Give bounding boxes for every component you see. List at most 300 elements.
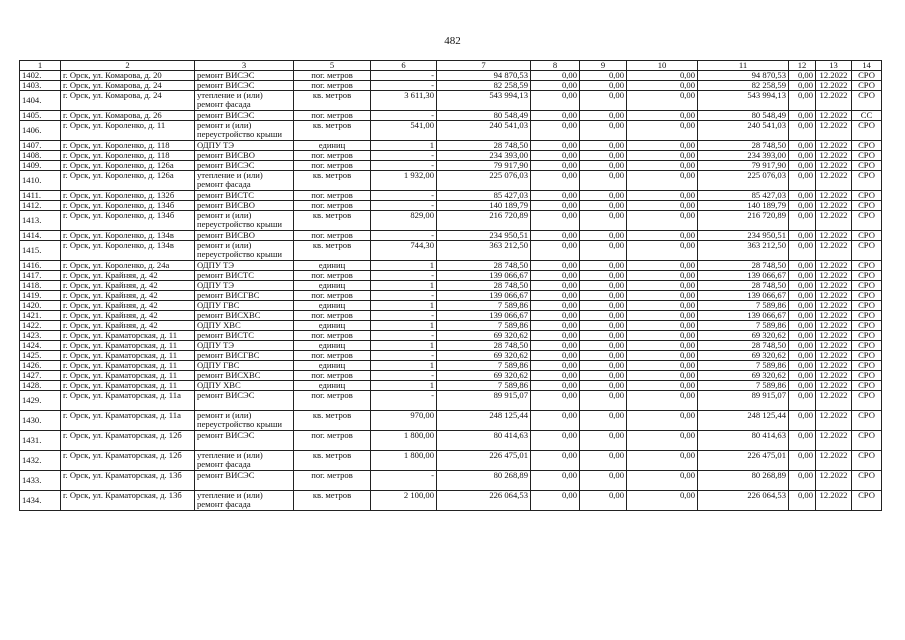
work-type-cell: ремонт ВИСТС (195, 331, 294, 341)
work-type-cell: ремонт и (или) переустройство крыши (195, 411, 294, 431)
address-cell: г. Орск, ул. Краматорская, д. 11 (61, 371, 195, 381)
quantity-cell: 1 (371, 361, 437, 371)
funding-cell: СРО (852, 281, 882, 291)
period-cell: 12.2022 (816, 211, 852, 231)
col11-cell: 82 258,59 (698, 81, 789, 91)
period-cell: 12.2022 (816, 151, 852, 161)
funding-cell: СРО (852, 341, 882, 351)
work-type-cell: ремонт ВИСВО (195, 151, 294, 161)
row-number-cell: 1428. (20, 381, 61, 391)
work-type-cell: ремонт и (или) переустройство крыши (195, 121, 294, 141)
col11-cell: 139 066,67 (698, 311, 789, 321)
unit-cell: пог. метров (294, 431, 371, 451)
quantity-cell: - (371, 311, 437, 321)
table-row (20, 191, 882, 201)
col10-cell: 0,00 (627, 201, 698, 211)
table-row (20, 351, 882, 361)
row-number-cell: 1404. (20, 91, 61, 111)
funding-cell: СРО (852, 321, 882, 331)
unit-cell: пог. метров (294, 271, 371, 281)
col11-cell: 234 950,51 (698, 231, 789, 241)
row-number-cell: 1423. (20, 331, 61, 341)
funding-cell: СРО (852, 171, 882, 191)
work-type-cell: утепление и (или) ремонт фасада (195, 491, 294, 511)
address-cell: г. Орск, ул. Комарова, д. 20 (61, 71, 195, 81)
table-row (20, 141, 882, 151)
col9-cell: 0,00 (580, 201, 627, 211)
unit-cell: пог. метров (294, 471, 371, 491)
quantity-cell: - (371, 161, 437, 171)
table-row (20, 301, 882, 311)
col11-cell: 226 064,53 (698, 491, 789, 511)
col10-cell: 0,00 (627, 91, 698, 111)
unit-cell: единиц (294, 381, 371, 391)
table-row (20, 261, 882, 271)
address-cell: г. Орск, ул. Краматорская, д. 13б (61, 491, 195, 511)
col9-cell: 0,00 (580, 241, 627, 261)
row-number-cell: 1407. (20, 141, 61, 151)
col9-cell: 0,00 (580, 81, 627, 91)
row-number-cell: 1417. (20, 271, 61, 281)
row-number-cell: 1416. (20, 261, 61, 271)
col12-cell: 0,00 (789, 391, 816, 411)
quantity-cell: 1 800,00 (371, 451, 437, 471)
address-cell: г. Орск, ул. Краматорская, д. 13б (61, 471, 195, 491)
period-cell: 12.2022 (816, 391, 852, 411)
work-type-cell: ОДПУ ТЭ (195, 141, 294, 151)
col12-cell: 0,00 (789, 471, 816, 491)
unit-cell: пог. метров (294, 311, 371, 321)
unit-cell: единиц (294, 261, 371, 271)
total-cost-cell: 140 189,79 (437, 201, 531, 211)
col8-cell: 0,00 (531, 391, 580, 411)
table-row (20, 331, 882, 341)
period-cell: 12.2022 (816, 81, 852, 91)
address-cell: г. Орск, ул. Крайняя, д. 42 (61, 311, 195, 321)
row-number-cell: 1412. (20, 201, 61, 211)
quantity-cell: - (371, 231, 437, 241)
total-cost-cell: 543 994,13 (437, 91, 531, 111)
row-number-cell: 1434. (20, 491, 61, 511)
unit-cell: единиц (294, 281, 371, 291)
work-type-cell: ремонт ВИСЭС (195, 161, 294, 171)
col8-cell: 0,00 (531, 201, 580, 211)
col8-cell: 0,00 (531, 161, 580, 171)
col11-cell: 240 541,03 (698, 121, 789, 141)
col9-cell: 0,00 (580, 71, 627, 81)
row-number-cell: 1420. (20, 301, 61, 311)
address-cell: г. Орск, ул. Короленко, д. 126а (61, 161, 195, 171)
col11-cell: 225 076,03 (698, 171, 789, 191)
col12-cell: 0,00 (789, 281, 816, 291)
period-cell: 12.2022 (816, 491, 852, 511)
address-cell: г. Орск, ул. Краматорская, д. 11а (61, 411, 195, 431)
col11-cell: 69 320,62 (698, 371, 789, 381)
col8-cell: 0,00 (531, 271, 580, 281)
col10-cell: 0,00 (627, 161, 698, 171)
col11-cell: 234 393,00 (698, 151, 789, 161)
period-cell: 12.2022 (816, 271, 852, 281)
funding-cell: СРО (852, 301, 882, 311)
work-type-cell: ОДПУ ХВС (195, 321, 294, 331)
funding-cell: СРО (852, 71, 882, 81)
header-cell: 1 (20, 61, 61, 71)
total-cost-cell: 139 066,67 (437, 291, 531, 301)
col8-cell: 0,00 (531, 471, 580, 491)
col11-cell: 94 870,53 (698, 71, 789, 81)
col9-cell: 0,00 (580, 111, 627, 121)
col11-cell: 28 748,50 (698, 261, 789, 271)
col10-cell: 0,00 (627, 391, 698, 411)
col8-cell: 0,00 (531, 81, 580, 91)
quantity-cell: - (371, 371, 437, 381)
period-cell: 12.2022 (816, 451, 852, 471)
total-cost-cell: 7 589,86 (437, 361, 531, 371)
quantity-cell: 829,00 (371, 211, 437, 231)
table-row (20, 241, 882, 261)
period-cell: 12.2022 (816, 411, 852, 431)
funding-cell: СРО (852, 81, 882, 91)
row-number-cell: 1424. (20, 341, 61, 351)
col9-cell: 0,00 (580, 321, 627, 331)
col8-cell: 0,00 (531, 341, 580, 351)
unit-cell: кв. метров (294, 211, 371, 231)
total-cost-cell: 7 589,86 (437, 321, 531, 331)
row-number-cell: 1425. (20, 351, 61, 361)
period-cell: 12.2022 (816, 141, 852, 151)
period-cell: 12.2022 (816, 111, 852, 121)
col12-cell: 0,00 (789, 371, 816, 381)
unit-cell: единиц (294, 321, 371, 331)
total-cost-cell: 139 066,67 (437, 271, 531, 281)
col10-cell: 0,00 (627, 431, 698, 451)
quantity-cell: - (371, 391, 437, 411)
table-row (20, 451, 882, 471)
table-row (20, 161, 882, 171)
quantity-cell: - (371, 71, 437, 81)
row-number-cell: 1414. (20, 231, 61, 241)
address-cell: г. Орск, ул. Крайняя, д. 42 (61, 281, 195, 291)
unit-cell: кв. метров (294, 241, 371, 261)
col8-cell: 0,00 (531, 331, 580, 341)
col8-cell: 0,00 (531, 431, 580, 451)
col8-cell: 0,00 (531, 451, 580, 471)
col8-cell: 0,00 (531, 71, 580, 81)
col10-cell: 0,00 (627, 141, 698, 151)
col9-cell: 0,00 (580, 331, 627, 341)
total-cost-cell: 28 748,50 (437, 281, 531, 291)
unit-cell: кв. метров (294, 91, 371, 111)
address-cell: г. Орск, ул. Короленко, д. 132б (61, 191, 195, 201)
col11-cell: 85 427,03 (698, 191, 789, 201)
col9-cell: 0,00 (580, 231, 627, 241)
total-cost-cell: 69 320,62 (437, 351, 531, 361)
address-cell: г. Орск, ул. Крайняя, д. 42 (61, 301, 195, 311)
funding-cell: СРО (852, 141, 882, 151)
quantity-cell: - (371, 191, 437, 201)
address-cell: г. Орск, ул. Краматорская, д. 12б (61, 431, 195, 451)
row-number-cell: 1433. (20, 471, 61, 491)
row-number-cell: 1415. (20, 241, 61, 261)
row-number-cell: 1405. (20, 111, 61, 121)
period-cell: 12.2022 (816, 121, 852, 141)
address-cell: г. Орск, ул. Короленко, д. 134в (61, 231, 195, 241)
col10-cell: 0,00 (627, 471, 698, 491)
col10-cell: 0,00 (627, 351, 698, 361)
period-cell: 12.2022 (816, 371, 852, 381)
period-cell: 12.2022 (816, 91, 852, 111)
period-cell: 12.2022 (816, 191, 852, 201)
unit-cell: пог. метров (294, 291, 371, 301)
col11-cell: 7 589,86 (698, 301, 789, 311)
col10-cell: 0,00 (627, 361, 698, 371)
header-cell: 13 (816, 61, 852, 71)
col11-cell: 543 994,13 (698, 91, 789, 111)
period-cell: 12.2022 (816, 281, 852, 291)
col8-cell: 0,00 (531, 491, 580, 511)
col12-cell: 0,00 (789, 151, 816, 161)
total-cost-cell: 28 748,50 (437, 261, 531, 271)
total-cost-cell: 94 870,53 (437, 71, 531, 81)
work-type-cell: ОДПУ ХВС (195, 381, 294, 391)
funding-cell: СРО (852, 371, 882, 381)
col12-cell: 0,00 (789, 351, 816, 361)
col11-cell: 363 212,50 (698, 241, 789, 261)
work-type-cell: ремонт ВИСЭС (195, 471, 294, 491)
col10-cell: 0,00 (627, 321, 698, 331)
funding-cell: СРО (852, 451, 882, 471)
work-type-cell: ремонт ВИСЭС (195, 81, 294, 91)
col9-cell: 0,00 (580, 211, 627, 231)
unit-cell: пог. метров (294, 231, 371, 241)
unit-cell: кв. метров (294, 491, 371, 511)
quantity-cell: 970,00 (371, 411, 437, 431)
table-row (20, 71, 882, 81)
col12-cell: 0,00 (789, 301, 816, 311)
table-row (20, 121, 882, 141)
col8-cell: 0,00 (531, 371, 580, 381)
col10-cell: 0,00 (627, 261, 698, 271)
col10-cell: 0,00 (627, 121, 698, 141)
quantity-cell: 1 (371, 301, 437, 311)
total-cost-cell: 234 950,51 (437, 231, 531, 241)
col9-cell: 0,00 (580, 351, 627, 361)
quantity-cell: - (371, 81, 437, 91)
header-cell: 9 (580, 61, 627, 71)
total-cost-cell: 85 427,03 (437, 191, 531, 201)
table-row (20, 411, 882, 431)
col11-cell: 216 720,89 (698, 211, 789, 231)
quantity-cell: 744,30 (371, 241, 437, 261)
table-row (20, 271, 882, 281)
table-row (20, 231, 882, 241)
header-cell: 10 (627, 61, 698, 71)
col10-cell: 0,00 (627, 171, 698, 191)
address-cell: г. Орск, ул. Краматорская, д. 11 (61, 341, 195, 351)
table-row (20, 381, 882, 391)
col8-cell: 0,00 (531, 121, 580, 141)
work-type-cell: утепление и (или) ремонт фасада (195, 451, 294, 471)
table-row (20, 291, 882, 301)
col9-cell: 0,00 (580, 271, 627, 281)
table-row (20, 211, 882, 231)
col10-cell: 0,00 (627, 231, 698, 241)
col11-cell: 28 748,50 (698, 341, 789, 351)
table-row (20, 281, 882, 291)
total-cost-cell: 226 475,01 (437, 451, 531, 471)
funding-cell: СРО (852, 331, 882, 341)
col12-cell: 0,00 (789, 121, 816, 141)
total-cost-cell: 80 414,63 (437, 431, 531, 451)
funding-cell: СРО (852, 261, 882, 271)
period-cell: 12.2022 (816, 71, 852, 81)
row-number-cell: 1421. (20, 311, 61, 321)
address-cell: г. Орск, ул. Краматорская, д. 11 (61, 331, 195, 341)
col8-cell: 0,00 (531, 351, 580, 361)
table-row (20, 371, 882, 381)
unit-cell: пог. метров (294, 161, 371, 171)
quantity-cell: 1 (371, 321, 437, 331)
col12-cell: 0,00 (789, 361, 816, 371)
period-cell: 12.2022 (816, 471, 852, 491)
address-cell: г. Орск, ул. Крайняя, д. 42 (61, 271, 195, 281)
quantity-cell: - (371, 271, 437, 281)
quantity-cell: - (371, 151, 437, 161)
col10-cell: 0,00 (627, 451, 698, 471)
row-number-cell: 1431. (20, 431, 61, 451)
col11-cell: 79 917,90 (698, 161, 789, 171)
quantity-cell: - (371, 331, 437, 341)
col10-cell: 0,00 (627, 211, 698, 231)
col10-cell: 0,00 (627, 371, 698, 381)
col12-cell: 0,00 (789, 491, 816, 511)
col12-cell: 0,00 (789, 261, 816, 271)
funding-cell: СС (852, 111, 882, 121)
col8-cell: 0,00 (531, 151, 580, 161)
quantity-cell: 1 (371, 381, 437, 391)
work-type-cell: ремонт ВИСВО (195, 231, 294, 241)
total-cost-cell: 82 258,59 (437, 81, 531, 91)
table-row (20, 91, 882, 111)
col9-cell: 0,00 (580, 91, 627, 111)
work-type-cell: ремонт и (или) переустройство крыши (195, 241, 294, 261)
col9-cell: 0,00 (580, 171, 627, 191)
col8-cell: 0,00 (531, 411, 580, 431)
page-number: 482 (444, 35, 461, 47)
col11-cell: 28 748,50 (698, 281, 789, 291)
address-cell: г. Орск, ул. Краматорская, д. 11 (61, 351, 195, 361)
col9-cell: 0,00 (580, 491, 627, 511)
col10-cell: 0,00 (627, 71, 698, 81)
address-cell: г. Орск, ул. Короленко, д. 134б (61, 201, 195, 211)
col9-cell: 0,00 (580, 291, 627, 301)
col10-cell: 0,00 (627, 111, 698, 121)
col11-cell: 28 748,50 (698, 141, 789, 151)
quantity-cell: - (371, 291, 437, 301)
col9-cell: 0,00 (580, 311, 627, 321)
col8-cell: 0,00 (531, 141, 580, 151)
row-number-cell: 1429. (20, 391, 61, 411)
unit-cell: пог. метров (294, 351, 371, 361)
col12-cell: 0,00 (789, 231, 816, 241)
work-type-cell: ремонт ВИСТС (195, 271, 294, 281)
row-number-cell: 1432. (20, 451, 61, 471)
col9-cell: 0,00 (580, 371, 627, 381)
total-cost-cell: 240 541,03 (437, 121, 531, 141)
funding-cell: СРО (852, 211, 882, 231)
quantity-cell: 1 932,00 (371, 171, 437, 191)
work-type-cell: ремонт ВИСГВС (195, 351, 294, 361)
col9-cell: 0,00 (580, 361, 627, 371)
funding-cell: СРО (852, 201, 882, 211)
header-cell: 7 (437, 61, 531, 71)
total-cost-cell: 226 064,53 (437, 491, 531, 511)
quantity-cell: 1 (371, 261, 437, 271)
col11-cell: 89 915,07 (698, 391, 789, 411)
col11-cell: 248 125,44 (698, 411, 789, 431)
col10-cell: 0,00 (627, 281, 698, 291)
address-cell: г. Орск, ул. Крайняя, д. 42 (61, 291, 195, 301)
col8-cell: 0,00 (531, 261, 580, 271)
col9-cell: 0,00 (580, 341, 627, 351)
table-row (20, 361, 882, 371)
table-row (20, 391, 882, 411)
quantity-cell: 1 (371, 341, 437, 351)
header-cell: 2 (61, 61, 195, 71)
header-cell: 14 (852, 61, 882, 71)
col11-cell: 69 320,62 (698, 331, 789, 341)
row-number-cell: 1411. (20, 191, 61, 201)
header-cell: 5 (294, 61, 371, 71)
period-cell: 12.2022 (816, 161, 852, 171)
col11-cell: 7 589,86 (698, 321, 789, 331)
col12-cell: 0,00 (789, 321, 816, 331)
row-number-cell: 1419. (20, 291, 61, 301)
work-type-cell: утепление и (или) ремонт фасада (195, 171, 294, 191)
work-type-cell: ремонт ВИСХВС (195, 371, 294, 381)
header-row (20, 61, 882, 71)
period-cell: 12.2022 (816, 351, 852, 361)
total-cost-cell: 225 076,03 (437, 171, 531, 191)
col12-cell: 0,00 (789, 91, 816, 111)
unit-cell: единиц (294, 361, 371, 371)
funding-cell: СРО (852, 361, 882, 371)
col12-cell: 0,00 (789, 111, 816, 121)
address-cell: г. Орск, ул. Короленко, д. 118 (61, 151, 195, 161)
total-cost-cell: 89 915,07 (437, 391, 531, 411)
col12-cell: 0,00 (789, 171, 816, 191)
col9-cell: 0,00 (580, 161, 627, 171)
col11-cell: 7 589,86 (698, 381, 789, 391)
col8-cell: 0,00 (531, 231, 580, 241)
col9-cell: 0,00 (580, 121, 627, 141)
quantity-cell: 541,00 (371, 121, 437, 141)
col9-cell: 0,00 (580, 471, 627, 491)
row-number-cell: 1409. (20, 161, 61, 171)
funding-cell: СРО (852, 231, 882, 241)
col8-cell: 0,00 (531, 241, 580, 261)
unit-cell: пог. метров (294, 391, 371, 411)
address-cell: г. Орск, ул. Короленко, д. 134б (61, 211, 195, 231)
address-cell: г. Орск, ул. Короленко, д. 126а (61, 171, 195, 191)
unit-cell: пог. метров (294, 81, 371, 91)
unit-cell: пог. метров (294, 151, 371, 161)
col12-cell: 0,00 (789, 71, 816, 81)
funding-cell: СРО (852, 411, 882, 431)
address-cell: г. Орск, ул. Крайняя, д. 42 (61, 321, 195, 331)
total-cost-cell: 363 212,50 (437, 241, 531, 261)
unit-cell: пог. метров (294, 111, 371, 121)
